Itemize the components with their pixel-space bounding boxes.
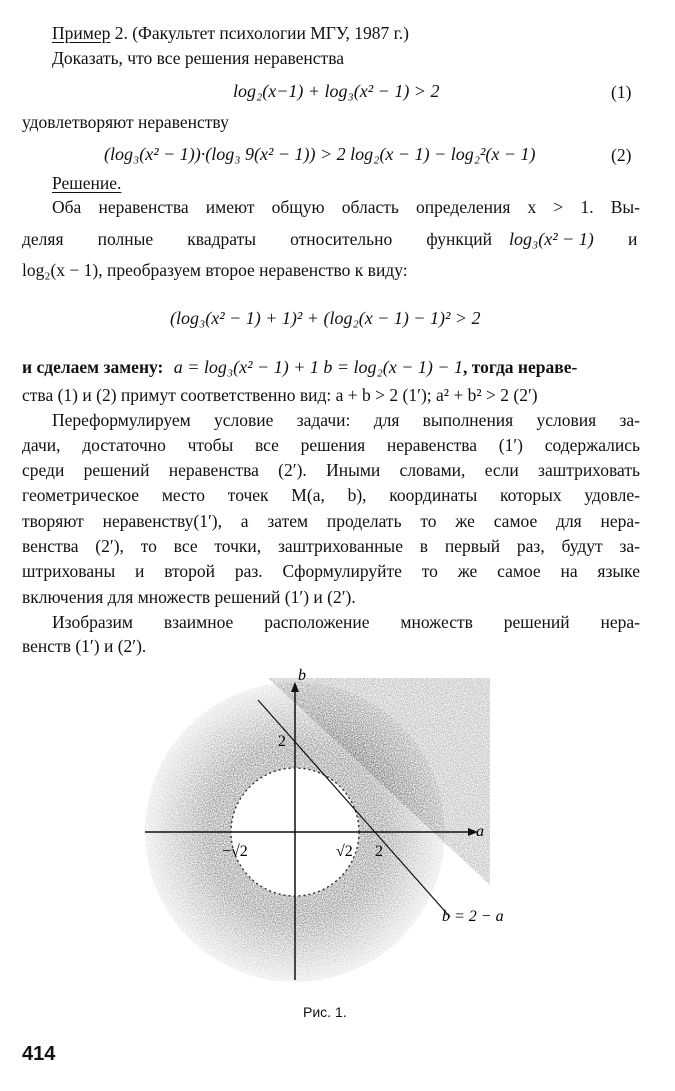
example-source: 2. (Факультет психологии МГУ, 1987 г.) <box>110 23 409 43</box>
line-equation-label: b = 2 − a <box>442 908 504 925</box>
paragraph-4-last-line: венств (1′) и (2′). <box>22 636 147 656</box>
figure-caption: Рис. 1. <box>303 1004 347 1020</box>
tick-label-b-2: 2 <box>278 733 286 750</box>
substitution-formula: a = log₃(x² − 1) + 1 b = log₂(x − 1) − 1 <box>173 357 464 377</box>
example-label: Пример <box>52 23 111 43</box>
inequality-2: (log₃(x² − 1))·(log₃ 9(x² − 1)) > 2 log₂(x − 1) − log₂²(x − 1) <box>104 144 536 164</box>
paragraph-1-and: и <box>628 229 638 249</box>
solution-label: Решение. <box>52 173 122 193</box>
prove-statement: Доказать, что все решения неравенства <box>52 48 344 68</box>
paragraph-1-function: log₃(x² − 1) <box>509 229 594 249</box>
equation-number-2: (2) <box>611 145 632 165</box>
solution-heading <box>52 172 121 194</box>
satisfy-statement: удовлетворяют неравенству <box>22 112 229 132</box>
paragraph-3-last-line: включения для множеств решений (1′) и (2′). <box>22 587 356 607</box>
tick-label-neg-sqrt2: −√2 <box>222 843 248 860</box>
paragraph-3-line: творяют неравенству(1′), а затем проделать то же самое для нера- <box>22 511 640 531</box>
paragraph-2-line-1 <box>22 356 577 378</box>
figure-1-graph <box>140 660 520 990</box>
tick-label-sqrt2: √2 <box>336 843 353 860</box>
paragraph-4-line-1: Изобразим взаимное расположение множеств решений нера- <box>52 612 640 632</box>
inequality-1: log₂(x−1) + log₃(x² − 1) > 2 <box>233 81 440 101</box>
paragraph-3-line: среди решений неравенства (2′). Иными словами, если заштриховать <box>22 460 640 480</box>
equation-number-1: (1) <box>611 82 632 102</box>
paragraph-3-line: штрихованы и второй раз. Сформулируйте то же самое на языке <box>22 561 640 581</box>
paragraph-1-line-2-text: деляя полные квадраты относительно функций <box>22 229 492 249</box>
paragraph-3-line: геометрическое место точек M(a, b), координаты которых удовле- <box>22 485 640 505</box>
paragraph-3-line: дачи, достаточно чтобы все решения неравенства (1′) содержались <box>22 435 640 455</box>
a-axis-label: a <box>476 823 484 840</box>
b-axis-label: b <box>298 667 306 684</box>
paragraph-3-line: Переформулируем условие задачи: для выполнения условия за- <box>52 410 640 430</box>
example-header <box>52 22 409 44</box>
paragraph-1-line-1: Оба неравенства имеют общую область определения x > 1. Вы- <box>52 197 640 217</box>
paragraph-2-line-2: ства (1) и (2) примут соответственно вид: a + b > 2 (1′); a² + b² > 2 (2′) <box>22 385 538 405</box>
paragraph-3-line: венства (2′), то все точки, заштрихованные в первый раз, будут за- <box>22 536 640 556</box>
substitution-intro: и сделаем замену: <box>22 357 164 377</box>
page-number: 414 <box>22 1043 56 1065</box>
transformed-inequality: (log₃(x² − 1) + 1)² + (log₂(x − 1) − 1)² > 2 <box>170 308 481 328</box>
substitution-tail: , тогда нераве- <box>463 357 578 377</box>
paragraph-1-line-3: log₂(x − 1), преобразуем второе неравенство к виду: <box>22 260 408 280</box>
tick-label-a-2: 2 <box>375 843 383 860</box>
